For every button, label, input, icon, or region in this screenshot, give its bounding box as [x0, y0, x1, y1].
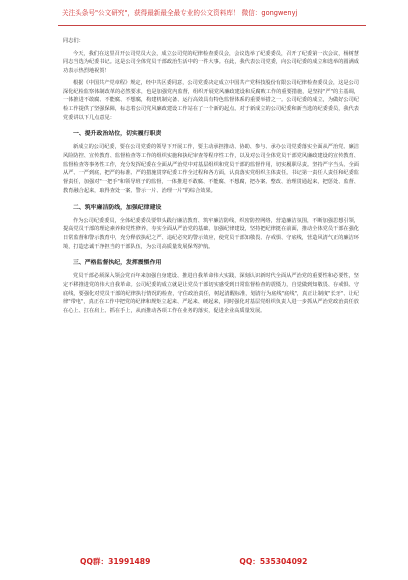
- footer-qq: QQ：535304092: [239, 557, 308, 566]
- salutation: 同志们：: [63, 38, 84, 44]
- section-title-1: 一、提升政治站位，切实履行职责: [73, 131, 162, 138]
- section-3-paragraph: 党员干部必须深入领会党百年来加强自身建设、推进自我革命伟大实践，深刻认识新时代全面从严治党的重要性和必要性，坚定不移推进党的伟大自我革命。公司纪委的成立就是让党员干部切实感受到日常监督检查的震慑力，自觉做到知敬畏、存戒惧、守底线，要强化对党员干部的纪律执行情况的检查，守住政治责任，树起清醒标准，划清行为底线"底线"，真正让制度"长牙"、让纪律"带电"，真正在工作中把党的纪律和规矩立起来、严起来、硬起来，同时强化对基层党组织负责人进一步抓从严治党政治责任放在心上、扛在肩上、抓在手上，从而推动各项工作在业务的落实，促进企业高质量发展。: [63, 273, 359, 315]
- header-divider: [58, 25, 366, 26]
- header-note: 关注头条号"公文研究"，获得最新最全最专业的公文资料库！ 微信：gongwenyj: [62, 9, 298, 17]
- section-1-paragraph: 新成立的公司纪委，要在公司党委的领导下开展工作，要主动承担推动、协助、参与、承办公司党委落实全面从严治党、廉洁风险防控、宣传教育、监督检查等工作的组织实施和执纪审查等程序性工作，以及对公司全体党员干部党风廉政建设的宣传教育、监督检查等事务性工作，充分发挥纪委在全面从严治党中对基层组织和党员干部的监督作用，切实履职尽责。坚持严字当头、全面从严、一严到底，把严的标准、严的措施贯穿纪委工作全过程和各方面，认真落实党组织主体责任。书记第一责任人责任和纪委监督责任，加强对"一把手"和领导班子的监督，一体推进不敢腐、不能腐、不想腐，把办案、整改、治理贯通起来，把惩处、监督、教育融合起来，取得查处一案、警示一片、治理一片"的综合效果。: [63, 144, 359, 194]
- intro-paragraph-2: 根据《中国共产党章程》规定，经中共区委同意，公司党委决定成立中国共产党科技股份有限公司纪律检查委员会，这是公司深化纪检监察体制改革的必然要求，也是加强党内监督，组织开展党风廉政建设和反腐败工作的重要措施，是坚持"严"的主基调，一体推进不敢腐、不能腐、不想腐，构建机制完备、运行高效具有特色监督体系的重要举措之一。公司纪委的成立，为做好公司纪检工作提供了坚强保障，标志着公司党风廉政建设工作站在了一个新的起点。对于新成立的公司纪委和新当选的纪委委员，我代表党委讲以下几点意见：: [63, 79, 359, 121]
- section-2-paragraph: 作为公司纪委委员，全体纪委委员要带头践行廉洁教育、筑牢廉洁防线，织密防控网络，营造廉洁氛围，不断加强思想引领，提高党员干部的理论素养和党性修养，夯实全面从严治党的基础，加强纪律建设，坚持把纪律挺在前面，推动全体党员干部在强化日常监督和警示教育中，充分释放执纪之严、违纪必究的警示效应，使党员干部知敬畏、存戒惧、守底线，营造风清气正的廉洁环境，打造忠诚干净担当的干部队伍，为公司高质量发展保驾护航。: [63, 217, 359, 250]
- section-title-2: 二、筑牢廉洁防线，加强纪律建设: [73, 204, 162, 211]
- document-body: [63, 37, 359, 543]
- intro-paragraph-1: 今天，我们在这里召开公司党员大会，成立公司党的纪律检查委员会，会议选举了纪委委员，召开了纪委第一次会议，杨树慧同志当选为纪委书记。这是公司全体党员干部政治生活中的一件大事。在此，我代表公司党委，向公司纪委的成立和选举的圆满成功表示热烈地祝贺！: [63, 50, 359, 75]
- footer: [80, 556, 380, 568]
- footer-qq-group: QQ群：31991489: [80, 557, 151, 566]
- section-title-3: 三、严格监督执纪，发挥震慑作用: [73, 260, 162, 267]
